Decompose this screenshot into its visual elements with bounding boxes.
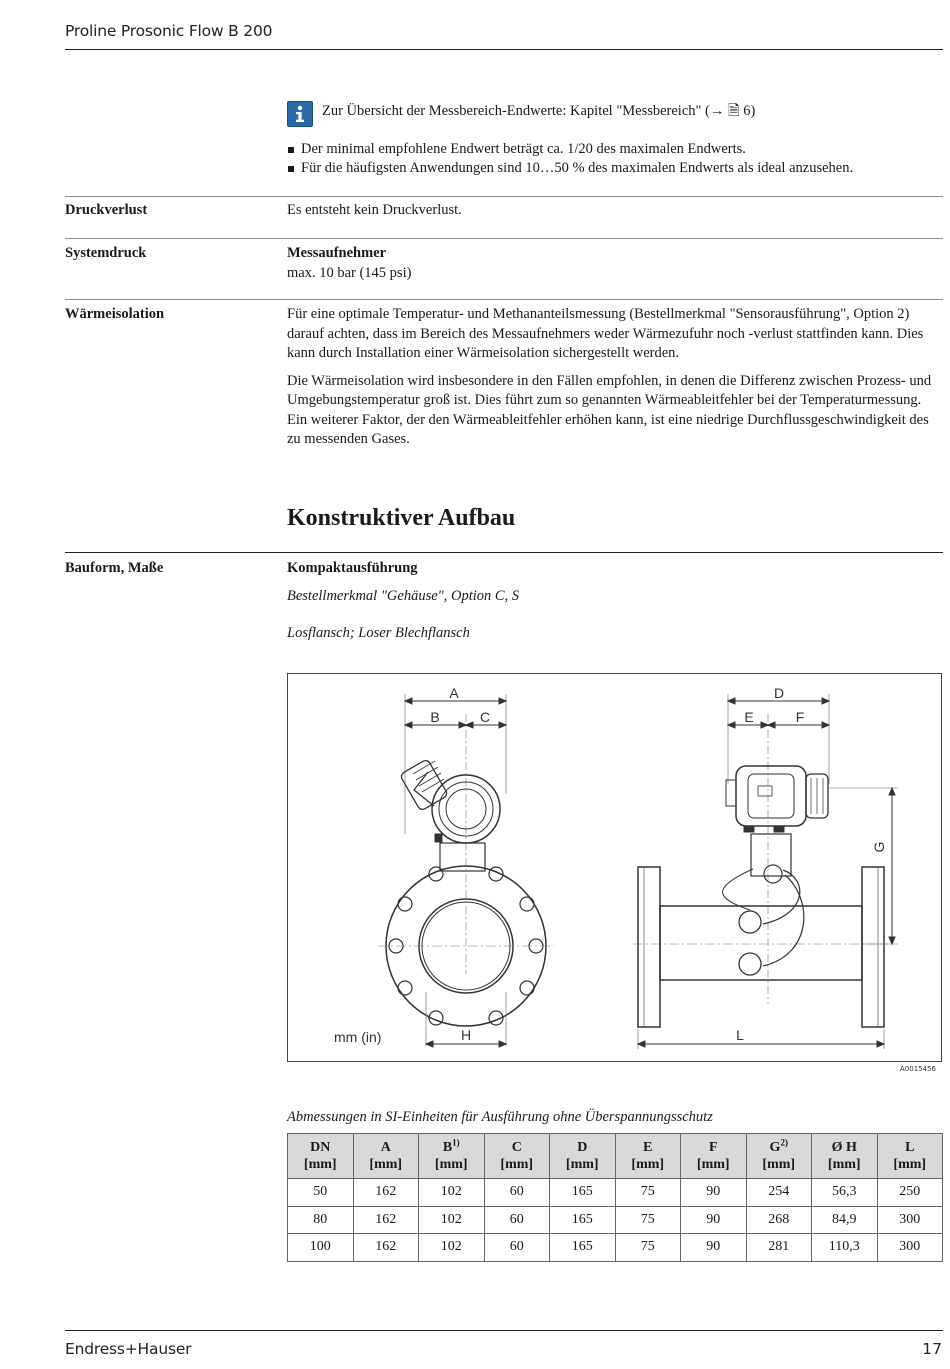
table-row [288, 1179, 943, 1207]
page-number: 17 [922, 1340, 942, 1358]
column-name: F [708, 1140, 718, 1155]
dim-label-h: H [460, 1027, 472, 1043]
table-cell: 162 [353, 1206, 419, 1234]
column-name: E [643, 1140, 653, 1155]
bullet-list [287, 140, 943, 178]
info-note [287, 100, 755, 126]
info-note-text: Zur Übersicht der Messbereich-Endwerte: Kapitel "Messbereich" (→ 🗎 6) [322, 103, 756, 119]
column-unit: [mm] [565, 1157, 599, 1172]
table-cell: 90 [681, 1234, 747, 1262]
table-row [288, 1206, 943, 1234]
footnote-marker: 1) [452, 1137, 460, 1148]
column-header [681, 1134, 747, 1179]
figure-id: A0015456 [900, 1065, 936, 1073]
info-icon [287, 101, 313, 127]
label-bauform: Bauform, Maße [65, 560, 164, 576]
dim-label-d: D [773, 685, 785, 701]
column-name: A [380, 1140, 391, 1155]
table-cell: 254 [746, 1179, 812, 1207]
footer-rule [65, 1330, 943, 1331]
column-name: D [577, 1140, 588, 1155]
table-cell: 165 [550, 1234, 616, 1262]
table-caption: Abmessungen in SI-Einheiten für Ausführung ohne Überspannungsschutz [287, 1109, 713, 1125]
table-cell: 300 [877, 1234, 943, 1262]
column-unit: [mm] [369, 1157, 403, 1172]
systemdruck-heading: Messaufnehmer [287, 245, 387, 261]
systemdruck-block [287, 244, 943, 283]
flange-text: Losflansch; Loser Blechflansch [287, 625, 470, 641]
section-rule [65, 196, 943, 197]
dim-label-f: F [795, 709, 805, 725]
table-cell: 100 [288, 1234, 354, 1262]
section-title-rule [65, 552, 943, 553]
dim-label-e: E [744, 709, 754, 725]
dim-label-b: B [430, 709, 440, 725]
label-systemdruck: Systemdruck [65, 245, 147, 261]
column-unit: [mm] [500, 1157, 534, 1172]
table-cell: 300 [877, 1206, 943, 1234]
label-waermeisolation: Wärmeisolation [65, 306, 165, 322]
column-header [615, 1134, 681, 1179]
druckverlust-text: Es entsteht kein Druckverlust. [287, 202, 462, 218]
dim-label-c: C [479, 709, 491, 725]
table-cell: 165 [550, 1179, 616, 1207]
column-unit: [mm] [827, 1157, 861, 1172]
footer-brand: Endress+Hauser [65, 1340, 192, 1358]
table-cell: 268 [746, 1206, 812, 1234]
column-name: DN [310, 1140, 331, 1155]
table-cell: 102 [419, 1179, 485, 1207]
table-cell: 110,3 [812, 1234, 878, 1262]
column-header [746, 1134, 812, 1179]
dim-label-l: L [736, 1027, 744, 1043]
column-unit: [mm] [631, 1157, 665, 1172]
section-rule [65, 299, 943, 300]
table-row [288, 1234, 943, 1262]
section-title: Konstruktiver Aufbau [287, 505, 516, 531]
systemdruck-value: max. 10 bar (145 psi) [287, 264, 412, 281]
table-cell: 102 [419, 1206, 485, 1234]
table-cell: 250 [877, 1179, 943, 1207]
table-cell: 165 [550, 1206, 616, 1234]
table-cell: 50 [288, 1179, 354, 1207]
column-unit: [mm] [893, 1157, 927, 1172]
unit-note: mm (in) [334, 1029, 382, 1045]
dim-label-a: A [449, 685, 459, 701]
running-header: Proline Prosonic Flow B 200 [65, 22, 273, 40]
table-cell: 80 [288, 1206, 354, 1234]
table-cell: 281 [746, 1234, 812, 1262]
column-header [877, 1134, 943, 1179]
column-header [288, 1134, 354, 1179]
table-cell: 162 [353, 1234, 419, 1262]
list-item: Für die häufigsten Anwendungen sind 10…50 % des maximalen Endwerts als ideal anzusehen. [287, 159, 943, 178]
dim-label-g: G [871, 841, 887, 853]
table-cell: 75 [615, 1179, 681, 1207]
column-unit: [mm] [303, 1157, 337, 1172]
label-druckverlust: Druckverlust [65, 202, 148, 218]
column-unit: [mm] [434, 1157, 468, 1172]
table-cell: 60 [484, 1179, 550, 1207]
waermeisolation-block [287, 305, 943, 450]
table-cell: 75 [615, 1206, 681, 1234]
table-cell: 84,9 [812, 1206, 878, 1234]
table-cell: 60 [484, 1234, 550, 1262]
column-header [812, 1134, 878, 1179]
column-name: L [905, 1140, 915, 1155]
column-header [353, 1134, 419, 1179]
column-header [550, 1134, 616, 1179]
dimensions-table [287, 1133, 943, 1262]
dimension-drawing [287, 673, 942, 1062]
column-name: B [442, 1140, 453, 1155]
column-name: G [769, 1140, 781, 1155]
paragraph: Für eine optimale Temperatur- und Methananteilsmessung (Bestellmerkmal "Sensorausführung", Option 2) darauf achten, dass im Bereich des Messaufnehmers weder Wärmezufuhr noch -verlust stattfinden kann. Dies kann durch Installation einer Wärmeisolation sichergestellt werden. [287, 306, 924, 361]
table-cell: 75 [615, 1234, 681, 1262]
table-cell: 60 [484, 1206, 550, 1234]
table-cell: 90 [681, 1179, 747, 1207]
footnote-marker: 2) [780, 1137, 788, 1148]
table-cell: 162 [353, 1179, 419, 1207]
column-header [484, 1134, 550, 1179]
order-feature-text: Bestellmerkmal "Gehäuse", Option C, S [287, 588, 520, 604]
column-name: C [511, 1140, 522, 1155]
header-rule [65, 49, 943, 50]
table-cell: 56,3 [812, 1179, 878, 1207]
bauform-heading: Kompaktausführung [287, 560, 418, 576]
list-item: Der minimal empfohlene Endwert beträgt ca. 1/20 des maximalen Endwerts. [287, 140, 943, 159]
paragraph: Die Wärmeisolation wird insbesondere in den Fällen empfohlen, in denen die Differenz zwischen Prozess- und Umgebungstemperatur groß ist. Dies führt zum so genannten Wärmeableitfehler bei der Temperaturmessung. Ein weiterer Faktor, der den Wärmeableitfehler erhöhen kann, ist eine niedrige Durchflussgeschwindigkeit des zu messenden Gases. [287, 372, 932, 447]
column-unit: [mm] [696, 1157, 730, 1172]
column-name: Ø H [831, 1140, 857, 1155]
column-header [419, 1134, 485, 1179]
section-rule [65, 238, 943, 239]
table-header-row [288, 1134, 943, 1179]
table-cell: 102 [419, 1234, 485, 1262]
column-unit: [mm] [762, 1157, 796, 1172]
table-cell: 90 [681, 1206, 747, 1234]
